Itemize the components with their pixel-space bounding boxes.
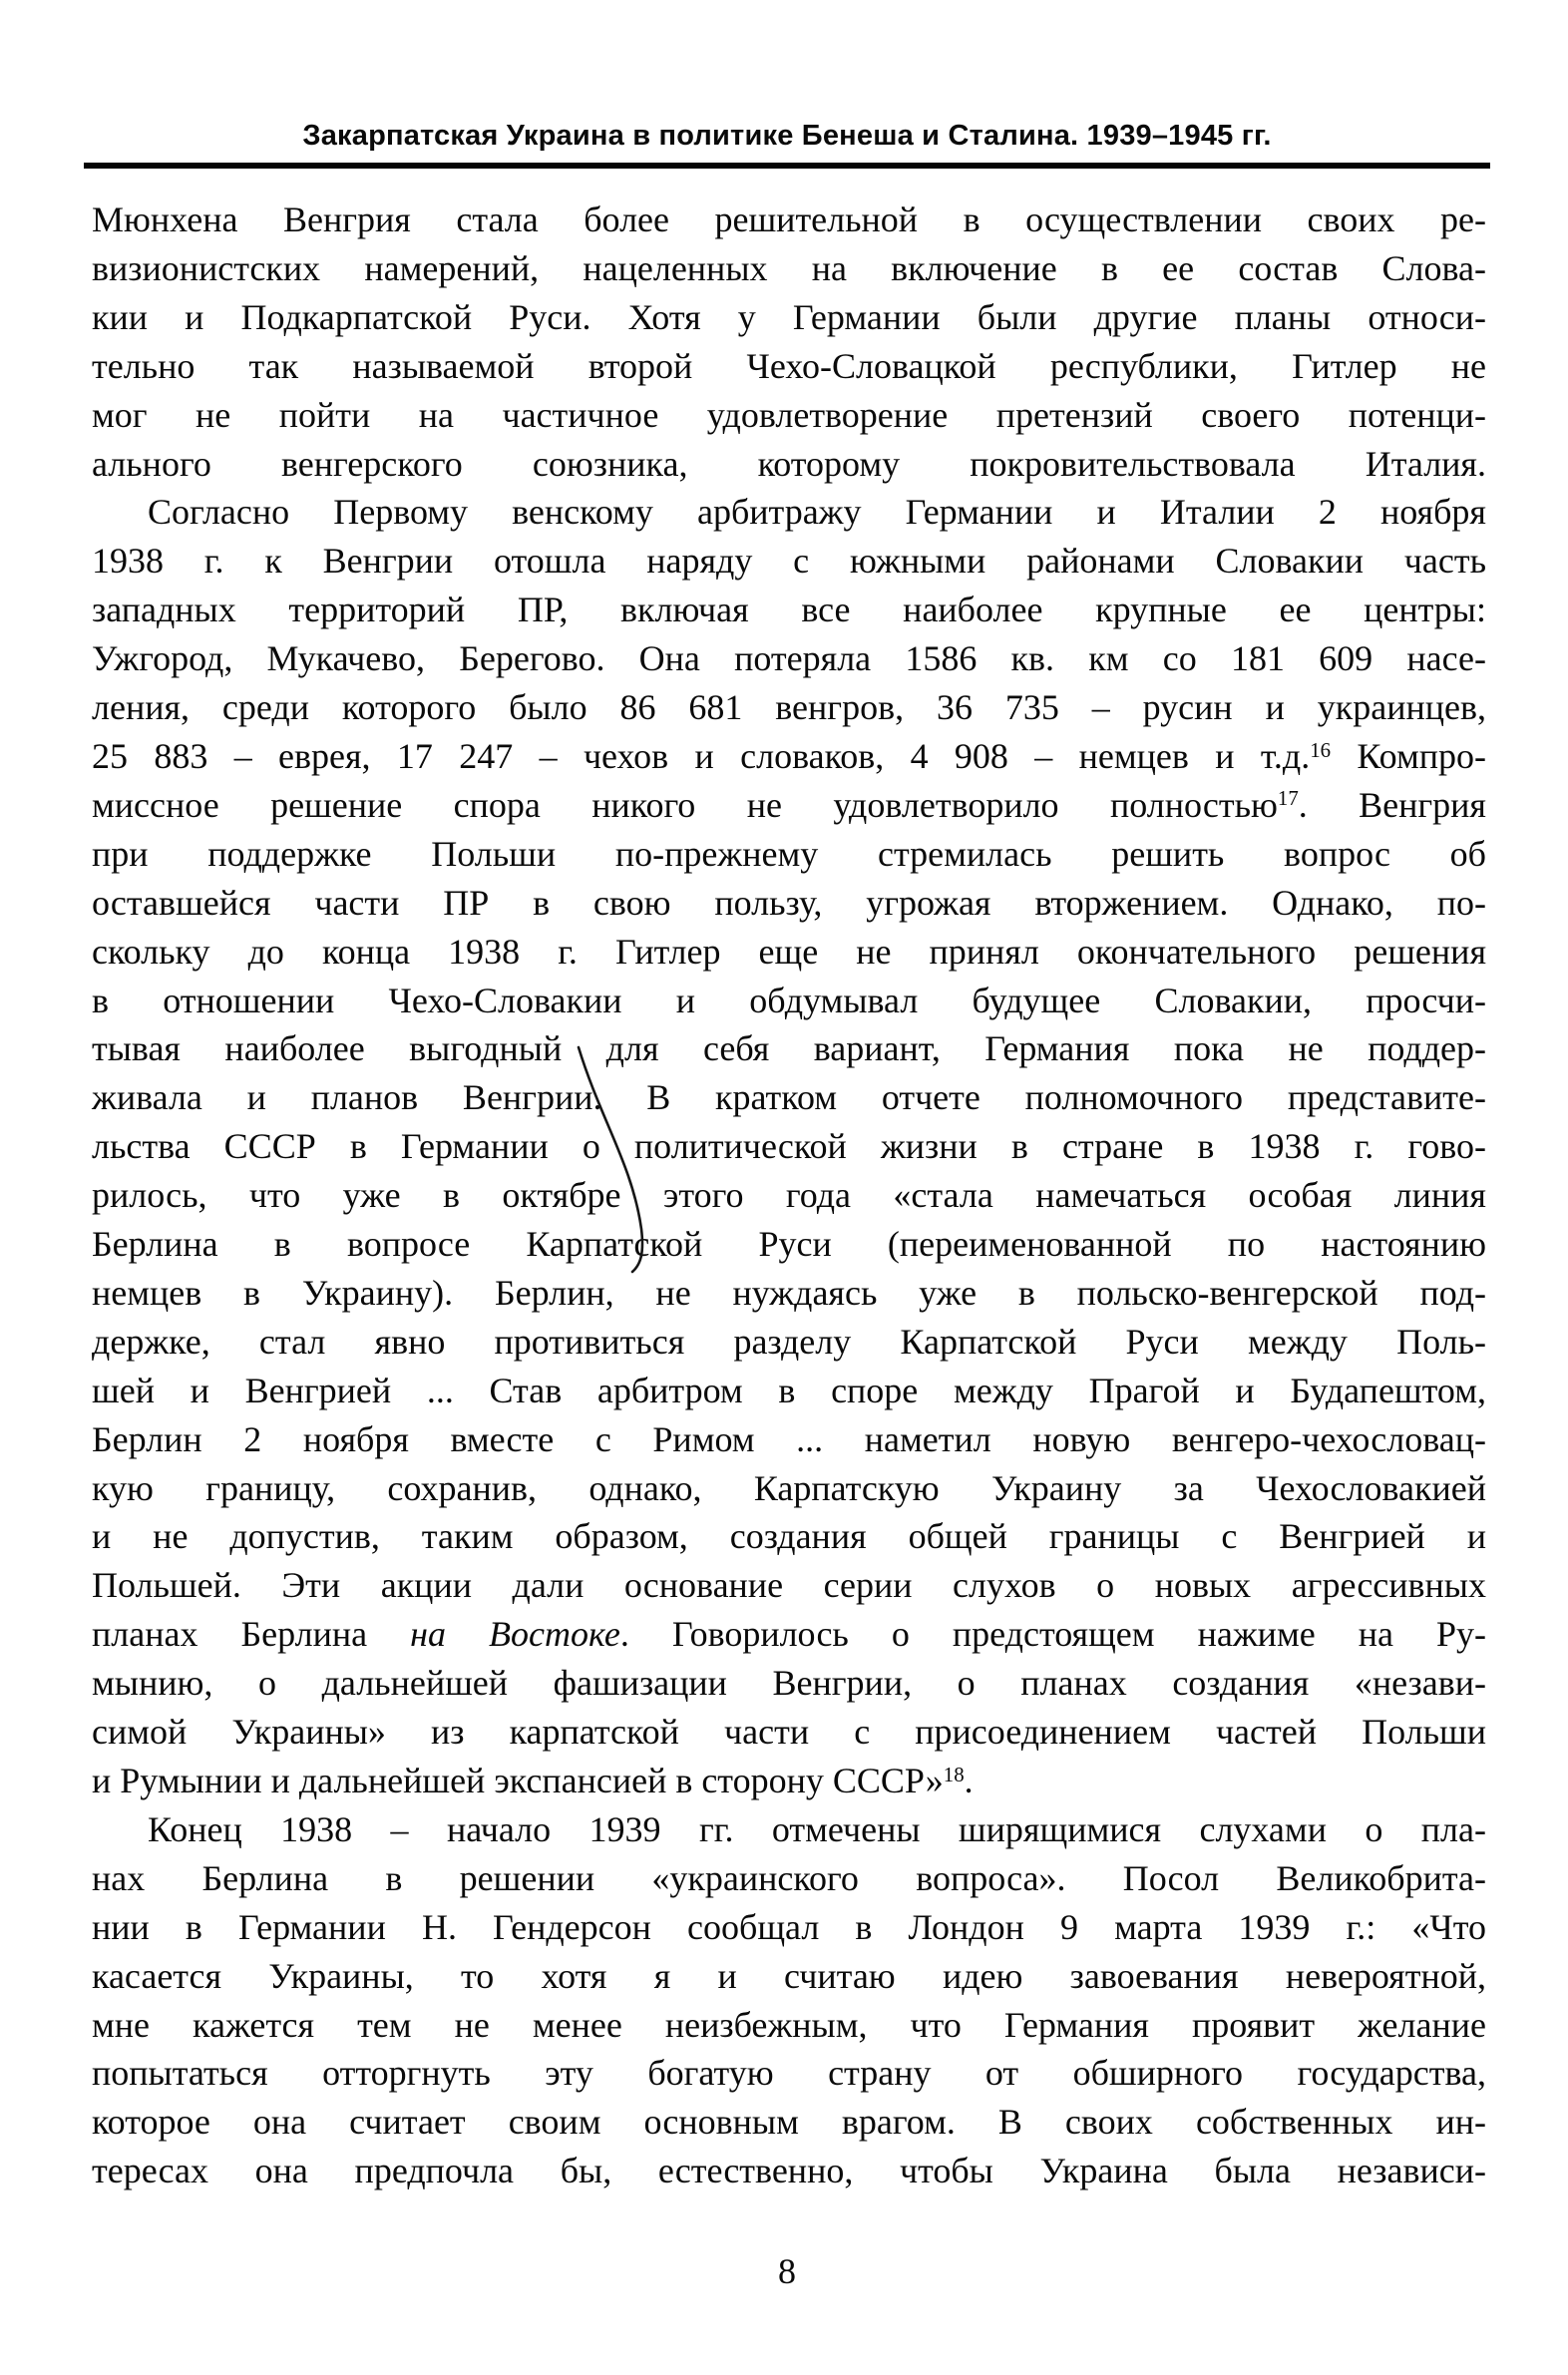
text-line bbox=[92, 537, 1486, 586]
text-line bbox=[92, 1903, 1486, 1952]
text-segment: рилось, что уже в октябре этого года «стала намечаться особая линия bbox=[92, 1175, 1486, 1216]
text-line bbox=[92, 1708, 1486, 1757]
text-line bbox=[92, 1367, 1486, 1415]
running-header-title: Закарпатская Украина в политике Бенеша и Сталина. 1939–1945 гг. bbox=[302, 120, 1272, 152]
paragraph bbox=[92, 196, 1486, 488]
text-segment: ального венгерского союзника, которому покровительствовала Италия. bbox=[92, 443, 1486, 484]
text-segment: держке, стал явно противиться разделу Карпатской Руси между Поль- bbox=[92, 1321, 1486, 1362]
text-segment: . Венгрия bbox=[1298, 784, 1486, 825]
italic-phrase: на Востоке bbox=[410, 1614, 620, 1655]
text-line bbox=[92, 1024, 1486, 1073]
text-segment: Польшей. Эти акции дали основание серии слухов о новых агрессивных bbox=[92, 1565, 1486, 1606]
text-segment: . Говорилось о предстоящем нажиме на Ру- bbox=[619, 1614, 1486, 1655]
text-line bbox=[92, 1318, 1486, 1367]
text-line bbox=[92, 293, 1486, 342]
text-line bbox=[92, 2147, 1486, 2195]
text-segment: Берлин 2 ноября вместе с Римом ... наметил новую венгеро-чехословац- bbox=[92, 1418, 1486, 1459]
text-line bbox=[92, 1854, 1486, 1903]
paragraph bbox=[92, 1805, 1486, 2195]
text-line bbox=[92, 732, 1486, 781]
text-line bbox=[92, 781, 1486, 830]
text-segment: и не допустив, таким образом, создания общей границы с Венгрией и bbox=[92, 1516, 1486, 1557]
text-segment: немцев в Украину). Берлин, не нуждаясь уже в польско-венгерской под- bbox=[92, 1272, 1486, 1313]
text-segment: планах Берлина bbox=[92, 1614, 411, 1655]
text-segment: нии в Германии Н. Гендерсон сообщал в Лондон 9 марта 1939 г.: «Что bbox=[92, 1906, 1486, 1947]
text-segment: Конец 1938 – начало 1939 гг. отмечены ширящимися слухами о пла- bbox=[148, 1808, 1486, 1849]
text-line bbox=[92, 391, 1486, 440]
text-line bbox=[92, 586, 1486, 634]
text-line bbox=[92, 879, 1486, 928]
text-segment: скольку до конца 1938 г. Гитлер еще не принял окончательного решения bbox=[92, 931, 1486, 972]
text-segment: нах Берлина в решении «украинского вопроса». Посол Великобрита- bbox=[92, 1857, 1486, 1898]
text-line bbox=[92, 244, 1486, 293]
text-line bbox=[92, 1659, 1486, 1708]
text-segment: визионистских намерений, нацеленных на включение в ее состав Слова- bbox=[92, 247, 1486, 288]
text-segment: при поддержке Польши по-прежнему стремилась решить вопрос об bbox=[92, 833, 1486, 874]
text-segment: тывая наиболее выгодный для себя вариант, Германия пока не поддер- bbox=[92, 1028, 1486, 1069]
header-rule bbox=[84, 163, 1490, 169]
text-segment: Согласно Первому венскому арбитражу Германии и Италии 2 ноября bbox=[148, 492, 1486, 533]
text-line bbox=[92, 1512, 1486, 1561]
text-line bbox=[92, 1952, 1486, 2001]
text-line bbox=[92, 440, 1486, 489]
text-segment: и Румынии и дальнейшей экспансией в сторону СССР» bbox=[92, 1761, 944, 1800]
text-segment: касается Украины, то хотя я и считаю идею завоевания невероятной, bbox=[92, 1955, 1486, 1996]
text-segment: тельно так называемой второй Чехо-Словацкой республики, Гитлер не bbox=[92, 345, 1486, 386]
text-line bbox=[92, 2001, 1486, 2050]
body-text bbox=[92, 196, 1486, 2195]
paragraph bbox=[92, 488, 1486, 1804]
text-segment: симой Украины» из карпатской части с присоединением частей Польши bbox=[92, 1712, 1486, 1753]
text-line bbox=[92, 1757, 1486, 1805]
text-line bbox=[92, 2049, 1486, 2098]
text-segment: Берлина в вопросе Карпатской Руси (переименованной по настоянию bbox=[92, 1224, 1486, 1265]
text-segment: льства СССР в Германии о политической жизни в стране в 1938 г. гово- bbox=[92, 1126, 1486, 1167]
text-line bbox=[92, 196, 1486, 244]
text-segment: Компро- bbox=[1331, 735, 1486, 776]
text-segment: . bbox=[964, 1761, 974, 1800]
text-line bbox=[92, 1220, 1486, 1269]
text-segment: ления, среди которого было 86 681 венгров, 36 735 – русин и украинцев, bbox=[92, 687, 1486, 728]
text-line bbox=[92, 683, 1486, 732]
text-line bbox=[92, 1269, 1486, 1318]
text-line bbox=[92, 1805, 1486, 1854]
text-segment: шей и Венгрией ... Став арбитром в споре между Прагой и Будапештом, bbox=[92, 1370, 1486, 1410]
text-line bbox=[92, 634, 1486, 683]
text-segment: 25 883 – еврея, 17 247 – чехов и словаков, 4 908 – немцев и т.д. bbox=[92, 735, 1311, 776]
text-line bbox=[92, 1561, 1486, 1610]
text-segment: Ужгород, Мукачево, Берегово. Она потеряла 1586 кв. км со 181 609 насе- bbox=[92, 638, 1486, 679]
footnote-reference: 17 bbox=[1277, 786, 1299, 811]
text-segment: Мюнхена Венгрия стала более решительной в осуществлении своих ре- bbox=[92, 199, 1486, 239]
text-segment: которое она считает своим основным врагом. В своих собственных ин- bbox=[92, 2102, 1486, 2143]
text-segment: кую границу, сохранив, однако, Карпатскую Украину за Чехословакией bbox=[92, 1467, 1486, 1508]
text-segment: мне кажется тем не менее неизбежным, что Германия проявит желание bbox=[92, 2004, 1486, 2045]
footnote-reference: 18 bbox=[943, 1762, 965, 1786]
text-segment: мог не пойти на частичное удовлетворение претензий своего потенци- bbox=[92, 394, 1486, 435]
text-segment: мынию, о дальнейшей фашизации Венгрии, о планах создания «незави- bbox=[92, 1663, 1486, 1704]
text-line bbox=[92, 830, 1486, 879]
text-segment: миссное решение спора никого не удовлетворило полностью bbox=[92, 784, 1278, 825]
text-line bbox=[92, 1464, 1486, 1513]
text-segment: в отношении Чехо-Словакии и обдумывал будущее Словакии, просчи- bbox=[92, 980, 1486, 1020]
text-line bbox=[92, 342, 1486, 391]
footnote-reference: 16 bbox=[1310, 737, 1332, 762]
text-segment: кии и Подкарпатской Руси. Хотя у Германии были другие планы относи- bbox=[92, 296, 1486, 337]
text-line bbox=[92, 1171, 1486, 1220]
text-line bbox=[92, 977, 1486, 1025]
text-line bbox=[92, 1415, 1486, 1464]
text-segment: оставшейся части ПР в свою пользу, угрожая вторжением. Однако, по- bbox=[92, 882, 1486, 923]
text-line bbox=[92, 928, 1486, 977]
text-segment: тересах она предпочла бы, естественно, чтобы Украина была независи- bbox=[92, 2151, 1486, 2191]
text-line bbox=[92, 1073, 1486, 1122]
text-segment: попытаться отторгнуть эту богатую страну от обширного государства, bbox=[92, 2053, 1486, 2094]
text-line bbox=[92, 1610, 1486, 1659]
text-line bbox=[92, 2098, 1486, 2147]
text-segment: 1938 г. к Венгрии отошла наряду с южными районами Словакии часть bbox=[92, 541, 1486, 582]
text-line bbox=[92, 488, 1486, 537]
text-segment: западных территорий ПР, включая все наиболее крупные ее центры: bbox=[92, 590, 1486, 630]
page-number: 8 bbox=[778, 2251, 796, 2291]
text-segment: живала и планов Венгрии. В кратком отчете полномочного представите- bbox=[92, 1077, 1486, 1118]
text-line bbox=[92, 1122, 1486, 1171]
